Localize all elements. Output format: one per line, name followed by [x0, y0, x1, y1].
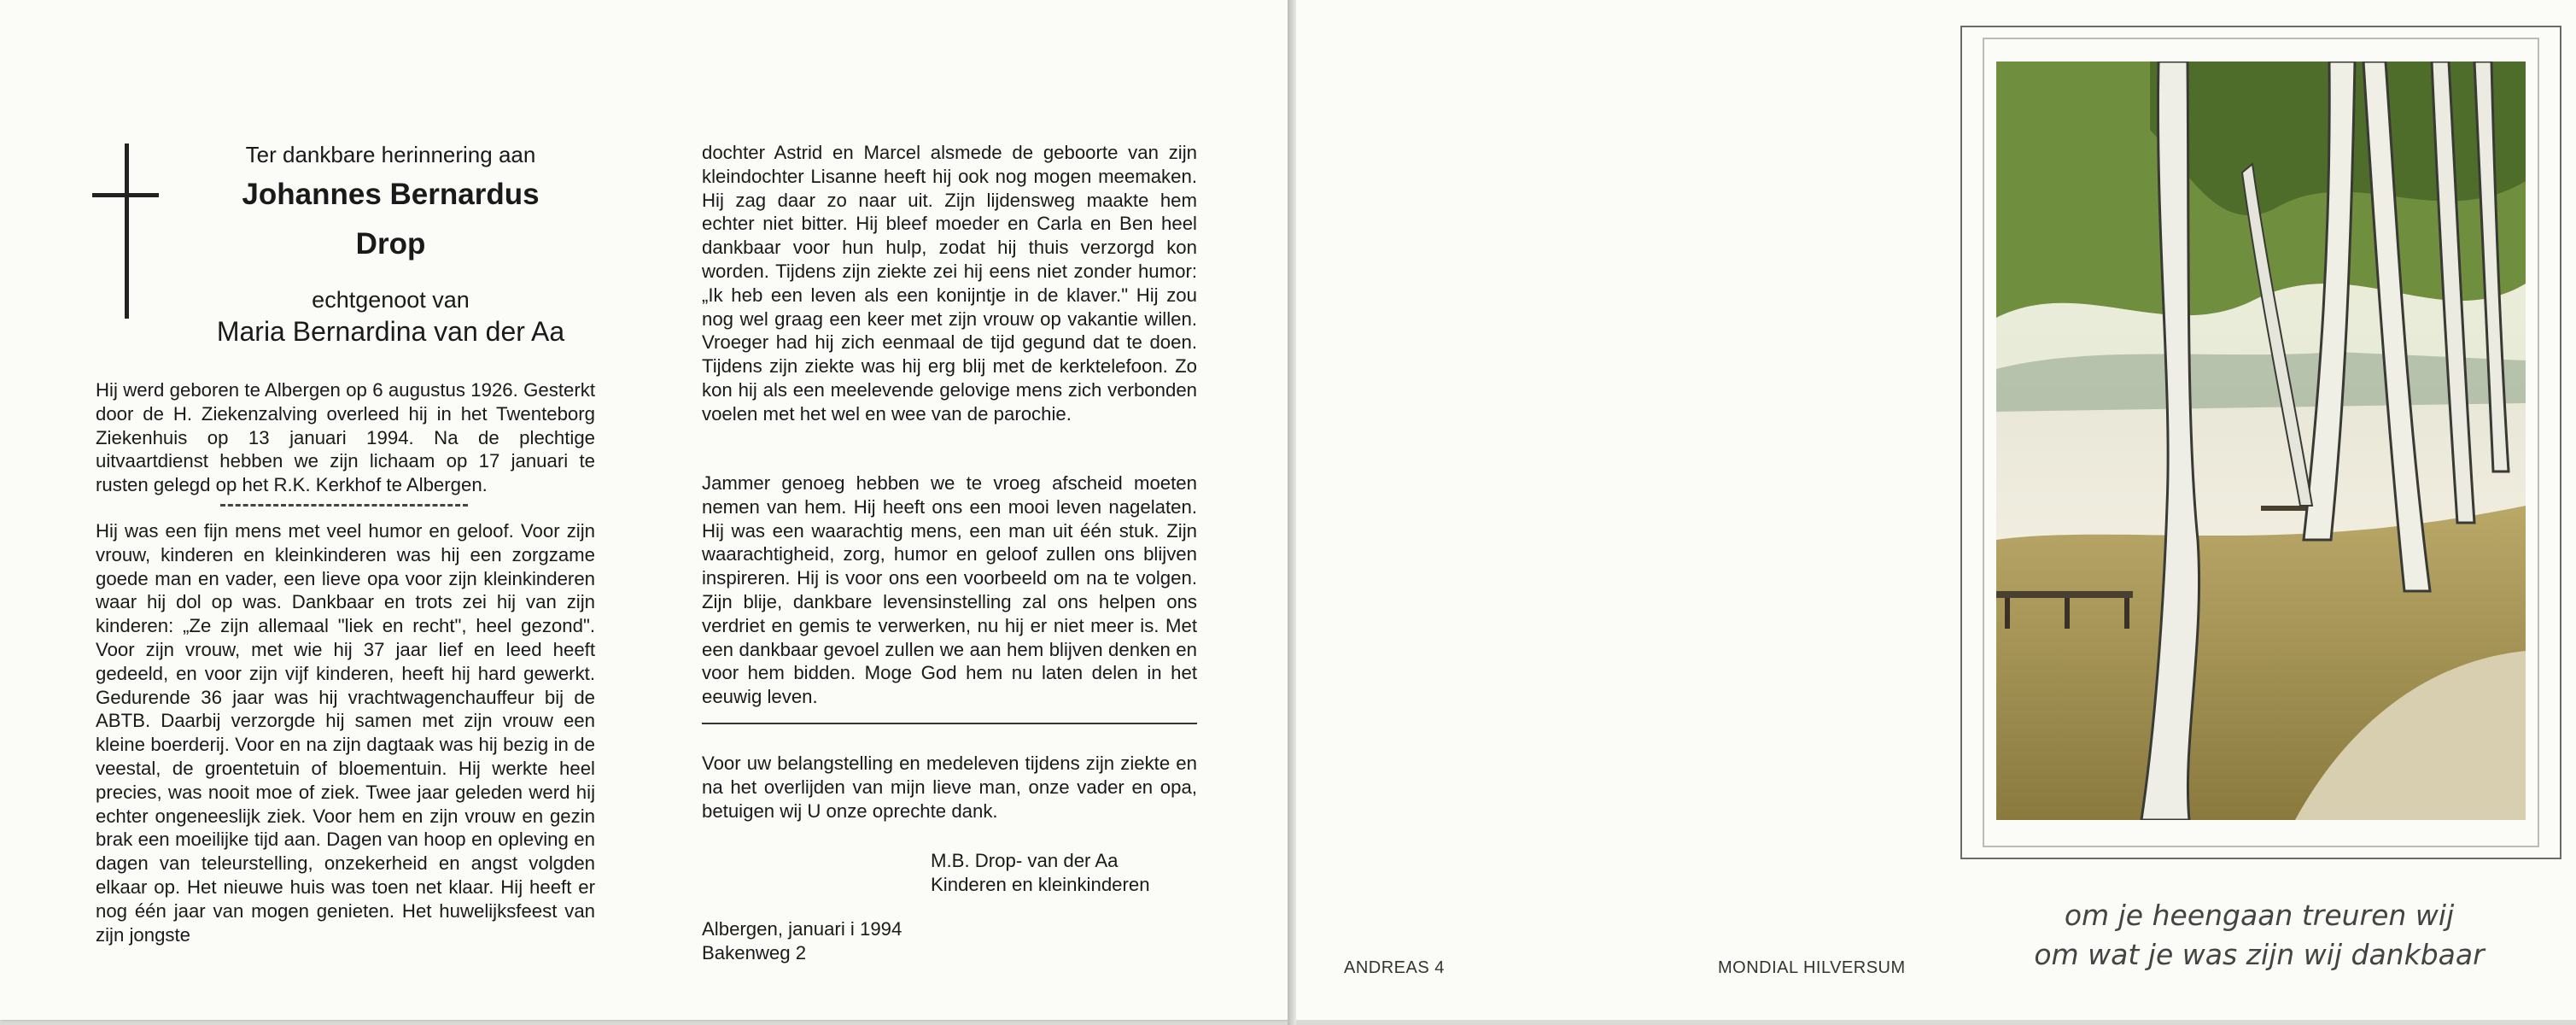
address: Bakenweg 2 [702, 941, 807, 964]
poem-line2: om wat je was zijn wij dankbaar [2034, 938, 2485, 971]
place-date: Albergen, januari i 1994 [702, 918, 902, 940]
intro-text: Ter dankbare herinnering aan [245, 142, 536, 167]
thanks-paragraph: Voor uw belangstelling en medeleven tijdens zijn ziekte en na het overlijden van mijn lieve man, onze vader en opa, betuigen wij U onze oprechte dank. [702, 753, 1197, 822]
bio-paragraph: Hij werd geboren te Albergen op 6 augustus 1926. Gesterkt door de H. Ziekenzalving overleed hij in het Twenteborg Ziekenhuis op 13 januari 1994. Na de plechtige uitvaartdienst hebben we zijn lichaam op 17 januari te rusten gelegd op het R.K. Kerkhof te Albergen. [96, 379, 595, 496]
printer-name: MONDIAL HILVERSUM [1718, 958, 1906, 977]
poem-line1: om je heengaan treuren wij [2064, 899, 2455, 932]
farewell-paragraph: Jammer genoeg hebben we te vroeg afscheid moeten nemen van hem. Hij heeft ons een mooi leven nagelaten. Hij was een waarachtig mens, een man uit één stuk. Zijn waarachtigheid, zorg, humor en geloof zullen ons blijven inspireren. Hij is voor ons een voorbeeld om na te volgen. Zijn blije, dankbare levensinstelling zal ons helpen ons verdriet en gemis te verwerken, nu hij er niet meer is. Met een dankbaar gevoel zullen we aan hem blijven denken en voor hem bidden. Moge God hem nu laten delen in het eeuwig leven. [702, 472, 1197, 708]
continuation-paragraph: dochter Astrid en Marcel alsmede de geboorte van zijn kleindochter Lisanne heeft hij ook nog mogen meemaken. Hij zag daar zo naar uit. Zijn lijdensweg maakte hem echter niet bitter. Hij bleef moeder en Carla en Ben heel dankbaar voor hun hulp, zodat hij thuis verzorgd kon worden. Tijdens zijn ziekte zei hij eens niet zonder humor: „Ik heb een leven als een konijntje in de klaver." Hij zou nog wel graag een keer met zijn vrouw op vakantie willen. Vroeger had hij zich eenmaal de tijd gegund dat te doen. Tijdens zijn ziekte was hij erg blij met de kerktelefoon. Zo kon hij als een meelevende gelovige mens zich verbonden voelen met het wel en wee van de parochie. [702, 142, 1197, 425]
spouse-label: echtgenoot van [312, 287, 470, 313]
spouse-name: Maria Bernardina van der Aa [216, 316, 565, 347]
signature-line2: Kinderen en kleinkinderen [931, 873, 1150, 895]
life-story-paragraph: Hij was een fijn mens met veel humor en geloof. Voor zijn vrouw, kinderen en kleinkinderen was hij een zorgzame goede man en vader, een lieve opa voor zijn kleinkinderen waar hij dol op was. Dankbaar en trots zei hij van zijn kinderen: „Ze zijn allemaal "liek en recht", heel gezond". Voor zijn vrouw, met wie hij 37 jaar lief en leed heeft gedeeld, en voor zijn vijf kinderen, heeft hij hard gewerkt. Gedurende 36 jaar was hij vrachtwagenchauffeur bij de ABTB. Daarbij verzorgde hij samen met zijn vrouw een kleine boerderij. Voor en na zijn dagtaak was hij bezig in de veestal, de groentetuin of bloementuin. Hij werkte heel precies, was nooit moe of ziek. Twee jaar geleden werd hij echter ongeneeslijk ziek. Voor hem en zijn vrouw en gezin brak een moeilijke tijd aan. Dagen van hoop en opleving en dagen van teleurstelling, onzekerheid en angst volgden elkaar op. Het nieuwe huis was toen net klaar. Hij heeft er nog één jaar van mogen genieten. Het huwelijksfeest van zijn jongste [96, 520, 595, 946]
dashed-divider [220, 504, 468, 507]
card-inside [0, 0, 1288, 1020]
place-date-block [702, 917, 902, 965]
signature [931, 849, 1150, 897]
deceased-name-line1: Johannes Bernardus [242, 178, 540, 211]
divider-line [702, 723, 1197, 724]
signature-line1: M.B. Drop- van der Aa [931, 850, 1119, 871]
birch-lake-photo [1996, 62, 2526, 820]
card-fold [1288, 0, 1296, 1025]
deceased-name-line2: Drop [355, 227, 426, 261]
printer-code: ANDREAS 4 [1344, 958, 1445, 977]
